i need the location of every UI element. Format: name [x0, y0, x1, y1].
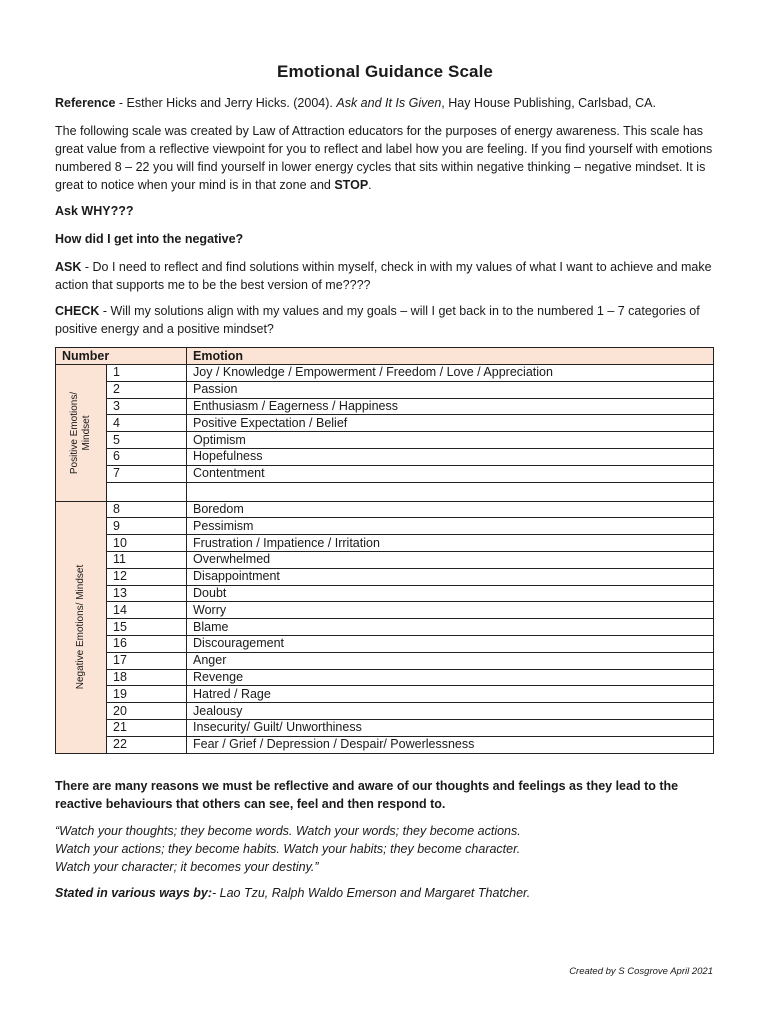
row-number: 21	[107, 719, 187, 736]
row-number: 19	[107, 686, 187, 703]
row-emotion: Hatred / Rage	[187, 686, 714, 703]
table-header-row	[56, 348, 714, 365]
ask-why-heading: Ask WHY???	[55, 204, 134, 218]
page-title: Emotional Guidance Scale	[277, 62, 493, 81]
table-row	[56, 703, 714, 720]
row-emotion: Frustration / Impatience / Irritation	[187, 535, 714, 552]
check-label: CHECK	[55, 304, 100, 318]
reference-authors: - Esther Hicks and Jerry Hicks. (2004).	[115, 96, 337, 110]
reference-paragraph	[55, 94, 715, 112]
row-number: 5	[107, 432, 187, 449]
row-emotion: Fear / Grief / Depression / Despair/ Powerlessness	[187, 736, 714, 753]
row-emotion: Insecurity/ Guilt/ Unworthiness	[187, 719, 714, 736]
reference-publisher: , Hay House Publishing, Carlsbad, CA.	[441, 96, 656, 110]
table-row	[56, 415, 714, 432]
table-row	[56, 501, 714, 518]
table-body	[56, 365, 714, 754]
intro-stop: STOP	[334, 178, 369, 192]
intro-paragraph	[55, 122, 715, 194]
attribution-label: Stated in various ways by:	[55, 886, 212, 900]
attribution-text: - Lao Tzu, Ralph Waldo Emerson and Margaret Thatcher.	[212, 886, 531, 900]
table-row	[56, 619, 714, 636]
row-number: 18	[107, 669, 187, 686]
table-row	[56, 381, 714, 398]
table-row	[56, 719, 714, 736]
check-text: - Will my solutions align with my values and my goals – will I get back in to the numbered 1 – 7 categories of positive energy and a positive mindset?	[55, 304, 700, 336]
row-emotion: Disappointment	[187, 568, 714, 585]
row-emotion: Passion	[187, 381, 714, 398]
row-emotion: Revenge	[187, 669, 714, 686]
reference-book-title: Ask and It Is Given	[336, 96, 442, 110]
reference-label: Reference	[55, 96, 116, 110]
table-row	[56, 568, 714, 585]
row-emotion: Blame	[187, 619, 714, 636]
row-number: 4	[107, 415, 187, 432]
check-paragraph	[55, 302, 715, 338]
table-row	[56, 535, 714, 552]
emotion-scale-table	[55, 347, 714, 754]
table-row	[56, 669, 714, 686]
table-row	[56, 686, 714, 703]
row-number: 12	[107, 568, 187, 585]
row-emotion: Enthusiasm / Eagerness / Happiness	[187, 398, 714, 415]
row-number: 2	[107, 381, 187, 398]
table-spacer-row	[56, 482, 714, 501]
row-number: 20	[107, 703, 187, 720]
how-did-heading: How did I get into the negative?	[55, 232, 244, 246]
ask-label: ASK	[55, 260, 82, 274]
author-credit: Created by S Cosgrove April 2021	[569, 966, 713, 977]
table-row	[56, 602, 714, 619]
row-emotion: Discouragement	[187, 635, 714, 652]
ask-text: - Do I need to reflect and find solutions within myself, check in with my values of what I want to achieve and make action that supports me to be the best version of me????	[55, 260, 712, 292]
row-emotion: Positive Expectation / Belief	[187, 415, 714, 432]
row-emotion: Boredom	[187, 501, 714, 518]
row-number: 17	[107, 652, 187, 669]
row-number: 13	[107, 585, 187, 602]
row-number: 16	[107, 635, 187, 652]
negative-group-text: Negative Emotions/ Mindset	[75, 564, 86, 690]
row-emotion: Worry	[187, 602, 714, 619]
intro-end: .	[368, 178, 372, 192]
quote-block	[55, 822, 715, 876]
row-emotion: Overwhelmed	[187, 551, 714, 568]
row-emotion: Contentment	[187, 465, 714, 482]
row-emotion: Anger	[187, 652, 714, 669]
row-number: 7	[107, 465, 187, 482]
table-row	[56, 736, 714, 753]
row-number: 22	[107, 736, 187, 753]
table-row	[56, 585, 714, 602]
quote-line-2: Watch your actions; they become habits. Watch your habits; they become character.	[55, 842, 521, 856]
row-number: 8	[107, 501, 187, 518]
row-emotion: Jealousy	[187, 703, 714, 720]
table-row	[56, 635, 714, 652]
quote-line-3: Watch your character; it becomes your destiny.”	[55, 860, 319, 874]
positive-group-text: Positive Emotions/ Mindset	[69, 391, 92, 474]
negative-group-label	[56, 501, 107, 753]
table-row	[56, 551, 714, 568]
quote-line-1: “Watch your thoughts; they become words. Watch your words; they become actions.	[55, 824, 521, 838]
row-number: 10	[107, 535, 187, 552]
header-number: Number	[56, 348, 187, 365]
table-row	[56, 652, 714, 669]
table-row	[56, 518, 714, 535]
table-row	[56, 465, 714, 482]
table-row	[56, 432, 714, 449]
row-number: 14	[107, 602, 187, 619]
header-emotion: Emotion	[187, 348, 714, 365]
intro-text: The following scale was created by Law of Attraction educators for the purposes of energy awareness. This scale has great value from a reflective viewpoint for you to reflect and label how you are feeling. If you find yourself with emotions numbered 8 – 22 you will find yourself in lower energy cycles that sits within negative thinking – negative mindset. It is great to notice when your mind is in that zone and	[55, 124, 713, 192]
positive-group-label	[56, 365, 107, 502]
row-emotion: Optimism	[187, 432, 714, 449]
row-number: 1	[107, 365, 187, 382]
row-emotion: Pessimism	[187, 518, 714, 535]
row-emotion: Hopefulness	[187, 448, 714, 465]
row-number: 6	[107, 448, 187, 465]
ask-paragraph	[55, 258, 715, 294]
row-emotion: Doubt	[187, 585, 714, 602]
attribution	[55, 884, 715, 902]
row-emotion: Joy / Knowledge / Empowerment / Freedom / Love / Appreciation	[187, 365, 714, 382]
table-row	[56, 448, 714, 465]
reflect-paragraph: There are many reasons we must be reflective and aware of our thoughts and feelings as they lead to the reactive behaviours that others can see, feel and then respond to.	[55, 779, 679, 811]
row-number: 15	[107, 619, 187, 636]
table-row	[56, 398, 714, 415]
row-number: 9	[107, 518, 187, 535]
row-number: 3	[107, 398, 187, 415]
row-number: 11	[107, 551, 187, 568]
table-row	[56, 365, 714, 382]
